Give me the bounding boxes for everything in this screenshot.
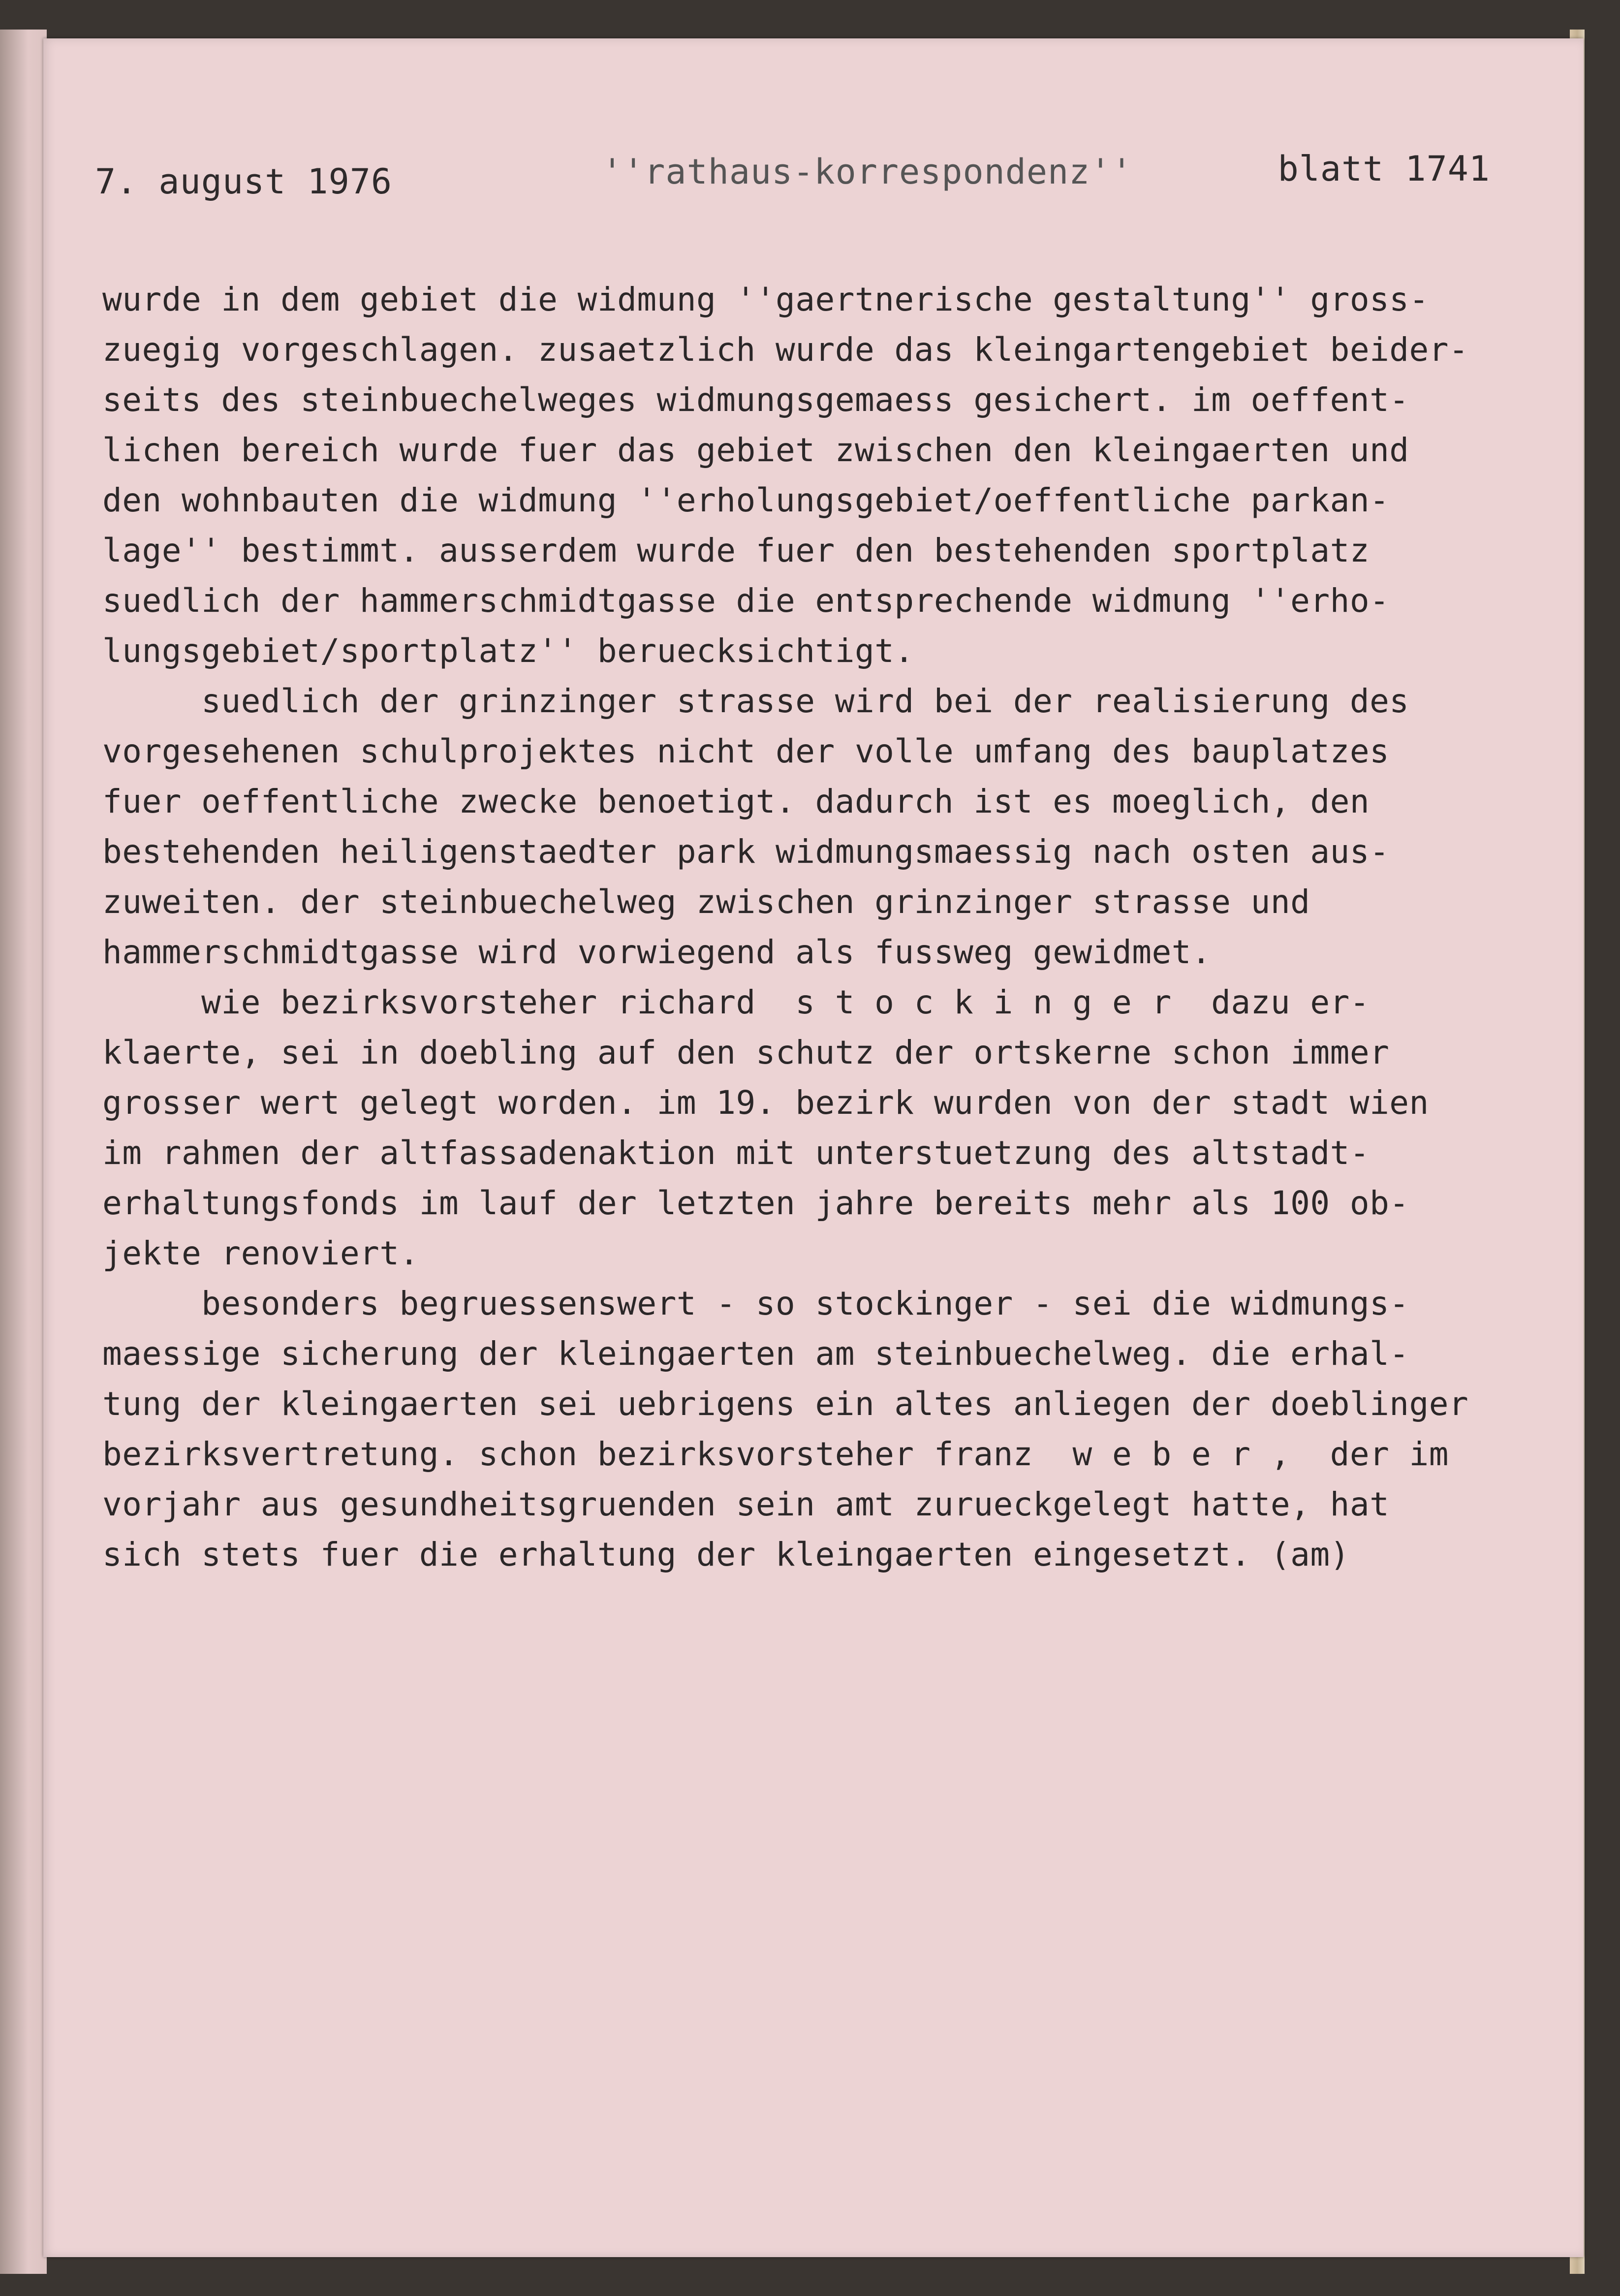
- header-date: 7. august 1976: [95, 161, 393, 202]
- text-line: wie bezirksvorsteher richard s t o c k i n g e r dazu er-: [102, 983, 1370, 1021]
- document-page: [43, 38, 1584, 2257]
- text-line: tung der kleingaerten sei uebrigens ein altes anliegen der doeblinger: [102, 1385, 1469, 1423]
- text-line: vorgesehenen schulprojektes nicht der volle umfang des bauplatzes: [102, 732, 1390, 770]
- text-line: seits des steinbuechelweges widmungsgemaess gesichert. im oeffent-: [102, 381, 1409, 419]
- text-line: bestehenden heiligenstaedter park widmungsmaessig nach osten aus-: [102, 833, 1390, 871]
- text-line: besonders begruessenswert - so stockinger - sei die widmungs-: [102, 1285, 1409, 1322]
- text-line: lichen bereich wurde fuer das gebiet zwischen den kleingaerten und: [102, 431, 1409, 469]
- header-title: ''rathaus-korrespondenz'': [602, 152, 1133, 192]
- text-line: suedlich der hammerschmidtgasse die entsprechende widmung ''erho-: [102, 582, 1390, 620]
- text-line: bezirksvertretung. schon bezirksvorsteher franz w e b e r , der im: [102, 1435, 1449, 1473]
- text-line: maessige sicherung der kleingaerten am steinbuechelweg. die erhal-: [102, 1335, 1409, 1373]
- text-line: sich stets fuer die erhaltung der kleingaerten eingesetzt. (am): [102, 1536, 1350, 1573]
- text-line: grosser wert gelegt worden. im 19. bezirk wurden von der stadt wien: [102, 1084, 1429, 1122]
- left-page-edge: [0, 30, 47, 2274]
- text-line: lungsgebiet/sportplatz'' beruecksichtigt.: [102, 632, 914, 670]
- text-line: jekte renoviert.: [102, 1234, 419, 1272]
- text-line: erhaltungsfonds im lauf der letzten jahre bereits mehr als 100 ob-: [102, 1184, 1409, 1222]
- text-line: im rahmen der altfassadenaktion mit unterstuetzung des altstadt-: [102, 1134, 1370, 1172]
- page-header: [95, 132, 1490, 202]
- body-text: [102, 275, 1569, 1580]
- text-line: lage'' bestimmt. ausserdem wurde fuer den bestehenden sportplatz: [102, 532, 1370, 569]
- text-line: zuweiten. der steinbuechelweg zwischen grinzinger strasse und: [102, 883, 1310, 921]
- text-line: den wohnbauten die widmung ''erholungsgebiet/oeffentliche parkan-: [102, 481, 1390, 519]
- text-line: wurde in dem gebiet die widmung ''gaertnerische gestaltung'' gross-: [102, 281, 1429, 318]
- text-line: klaerte, sei in doebling auf den schutz der ortskerne schon immer: [102, 1034, 1390, 1071]
- text-line: fuer oeffentliche zwecke benoetigt. dadurch ist es moeglich, den: [102, 783, 1370, 820]
- header-page-number: blatt 1741: [1277, 149, 1490, 189]
- text-line: zuegig vorgeschlagen. zusaetzlich wurde das kleingartengebiet beider-: [102, 331, 1469, 369]
- text-line: vorjahr aus gesundheitsgruenden sein amt zurueckgelegt hatte, hat: [102, 1485, 1390, 1523]
- text-line: suedlich der grinzinger strasse wird bei der realisierung des: [102, 682, 1409, 720]
- text-line: hammerschmidtgasse wird vorwiegend als fussweg gewidmet.: [102, 933, 1212, 971]
